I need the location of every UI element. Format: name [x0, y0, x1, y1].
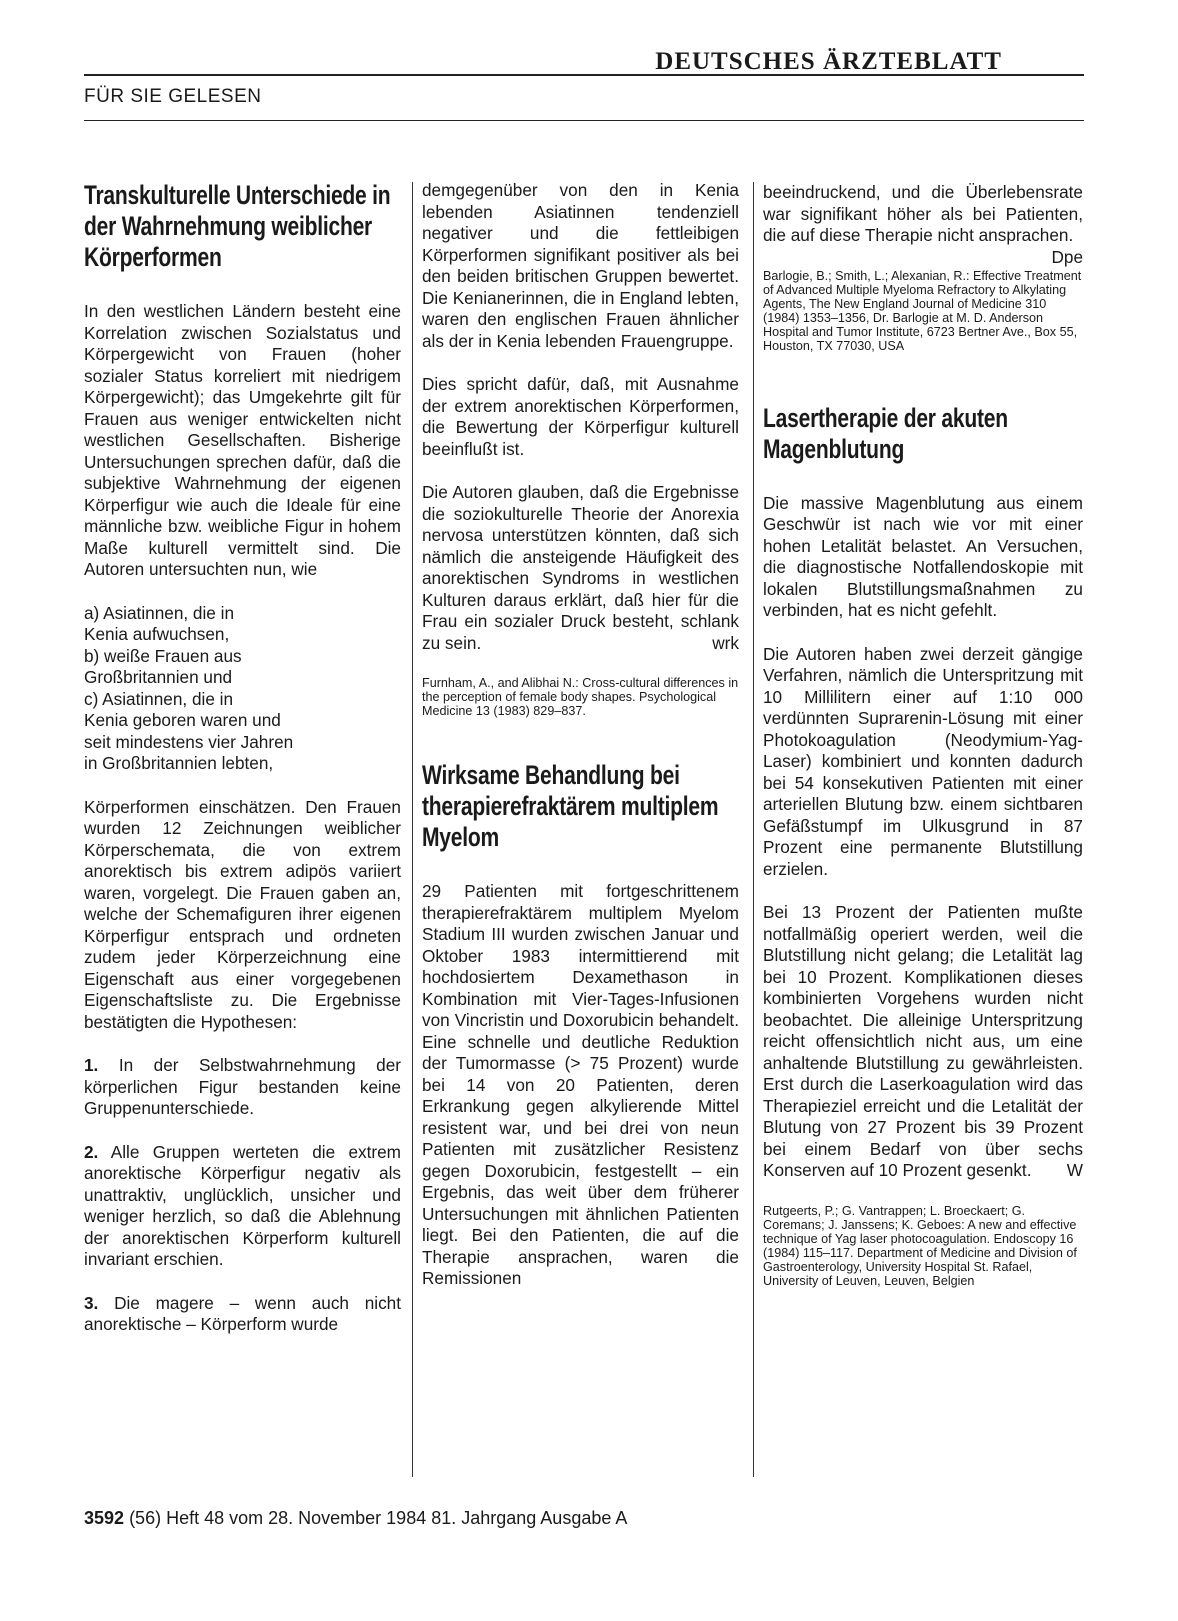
article2-reference: Barlogie, B.; Smith, L.; Alexanian, R.: Effective Treatment of Advanced Multiple Myeloma Refractory to Alkylating Agents, The New England Journal of Medicine 310 (1984) 1353–1356, Dr. Barlogie at M. D. Anderson Hospital and Tumor Institute, 6723 Bertner Ave., Box 55, Houston, TX 77030, USA [763, 268, 1082, 353]
list-item: b) weiße Frauen aus [84, 645, 242, 666]
list-item: Kenia aufwuchsen, [84, 624, 230, 644]
article3-paragraph: Die massive Magenblutung aus einem Geschwür ist nach wie vor mit einer hohen Letalität belastet. An Versuchen, die diagnostische Notfallendoskopie mit lokalen Blutstillungsmaßnahmen zu verbinden, hat es nicht gefehlt. [763, 492, 1083, 620]
article2-paragraph [763, 182, 1083, 267]
article3-paragraph [763, 902, 1083, 1182]
article1-finding-2 [84, 1142, 401, 1271]
article2-title: Wirksame Behandlung bei therapierefraktärem multiplem Myelom [422, 760, 719, 852]
author-signature: wrk [712, 632, 739, 653]
page-footer [84, 1508, 627, 1529]
article1-finding-1 [84, 1055, 401, 1120]
article1-paragraph [422, 482, 739, 654]
finding-number: 2. [84, 1141, 99, 1162]
list-item: a) Asiatinnen, die in [84, 602, 235, 623]
article1-paragraph: demgegenüber von den in Kenia lebenden Asiatinnen tendenziell negativer und die fettleibigen Körperformen signifikant positiver als bei den beiden britischen Gruppen bewertet. Die Kenianerinnen, die in England lebten, waren den englischen Frauen ähnlicher als der in Kenia lebenden Frauengruppe. [422, 180, 739, 351]
header-rule [84, 120, 1084, 121]
author-signature: Dpe [1051, 246, 1083, 267]
finding-number: 3. [84, 1292, 99, 1313]
paragraph-text: beeindruckend, und die Überlebensrate war signifikant höher als bei Patienten, die auf diese Therapie nicht ansprachen. [763, 182, 1083, 245]
list-item: in Großbritannien lebten, [84, 753, 274, 773]
page-number: 3592 [84, 1508, 125, 1528]
column-divider-2 [753, 182, 754, 1477]
section-label: FÜR SIE GELESEN [84, 86, 262, 107]
finding-text: Alle Gruppen werteten die extrem anorektische Körperfigur negativ als unattraktiv, unglücklich, unsicher und weniger herzlich, so daß die Ablehnung der anorektischen Körperform kulturell invariant erschien. [84, 1141, 401, 1269]
masthead [84, 48, 1084, 76]
masthead-title: DEUTSCHES ÄRZTEBLATT [655, 48, 1002, 75]
article1-reference: Furnham, A., and Alibhai N.: Cross-cultural differences in the perception of female body shapes. Psychological Medicine 13 (1983) 829–837. [422, 676, 739, 718]
column-3 [763, 182, 1083, 1310]
finding-text: Die magere – wenn auch nicht anorektische – Körperform wurde [84, 1292, 401, 1334]
article1-paragraph: Körperformen einschätzen. Den Frauen wurden 12 Zeichnungen weiblicher Körperschemata, die von extrem anorektisch bis extrem adipös variiert waren, vorgelegt. Die Frauen gaben an, welche der Schemafiguren ihrer eigenen Körperfigur entsprach und ordneten zudem jeder Körperzeichnung eine Eigenschaft aus einer vorgegebenen Eigenschaftsliste zu. Die Ergebnisse bestätigten die Hypothesen: [84, 796, 401, 1032]
article1-paragraph: Dies spricht dafür, daß, mit Ausnahme der extrem anorektischen Körperformen, die Bewertung der Körperfigur kulturell beeinflußt ist. [422, 374, 739, 459]
list-item: c) Asiatinnen, die in [84, 688, 234, 709]
author-signature: W [1066, 1160, 1083, 1180]
list-item: seit mindestens vier Jahren [84, 731, 294, 752]
issue-info: (56) Heft 48 vom 28. November 1984 81. Jahrgang Ausgabe A [129, 1508, 628, 1528]
article1-finding-3 [84, 1293, 401, 1336]
finding-text: In der Selbstwahrnehmung der körperlichen Figur bestanden keine Gruppenunterschiede. [84, 1055, 401, 1118]
list-item: Großbritannien und [84, 667, 233, 687]
article1-paragraph: In den westlichen Ländern besteht eine Korrelation zwischen Sozialstatus und Körpergewicht von Frauen (hoher sozialer Status korreliert mit niedrigem Körpergewicht); das Umgekehrte gilt für Frauen aus weniger entwickelten nicht westlichen Gesellschaften. Bisherige Untersuchungen sprechen dafür, daß die subjektive Wahrnehmung der eigenen Körperfigur wie auch die Ideale für eine männliche bzw. weibliche Figur in hohem Maße kulturell vermittelt sind. Die Autoren untersuchten nun, wie [84, 301, 401, 579]
article3-paragraph: Die Autoren haben zwei derzeit gängige Verfahren, nämlich die Unterspritzung mit 10 Millilitern einer auf 1:10 000 verdünnten Suprarenin-Lösung mit einer Photokoagulation (Neodymium-Yag-Laser) kombiniert und konnten dadurch bei 54 konsekutiven Patienten mit einer arteriellen Blutung bzw. einem sichtbaren Gefäßstumpf im Ulkusgrund in 87 Prozent eine permanente Blutstillung erzielen. [763, 643, 1083, 879]
column-divider-1 [412, 182, 413, 1477]
column-1 [84, 180, 401, 1358]
list-item: Kenia geboren waren und [84, 710, 281, 730]
article1-group-list [84, 603, 401, 775]
article2-paragraph: 29 Patienten mit fortgeschrittenem therapierefraktärem multiplem Myelom Stadium III wurden zwischen Januar und Oktober 1983 intermittierend mit hochdosiertem Dexamethason in Kombination mit Vier-Tages-Infusionen von Vincristin und Doxorubicin behandelt. Eine schnelle und deutliche Reduktion der Tumormasse (> 75 Prozent) wurde bei 14 von 20 Patienten, deren Erkrankung gegen alkylierende Mittel resistent war, und bei drei von neun Patienten mit zusätzlicher Resistenz gegen Doxorubicin, festgestellt – ein Ergebnis, das weit über dem früherer Untersuchungen mit ähnlichen Patienten liegt. Bei den Patienten, die auf die Therapie ansprachen, waren die Remissionen [422, 881, 739, 1288]
finding-number: 1. [84, 1055, 99, 1075]
article3-reference: Rutgeerts, P.; G. Vantrappen; L. Broeckaert; G. Coremans; J. Janssens; K. Geboes: A new and effective technique of Yag laser photocoagulation. Endoscopy 16 (1984) 115–117. Department of Medicine and Division of Gastroenterology, University Hospital St. Rafael, University of Leuven, Leuven, Belgien [763, 1203, 1077, 1288]
column-2 [422, 182, 739, 1312]
article3-title: Lasertherapie der akuten Magenblutung [763, 402, 1008, 464]
paragraph-text: Die Autoren glauben, daß die Ergebnisse die soziokulturelle Theorie der Anorexia nervosa unterstützen könnten, daß sich nämlich die ansteigende Häufigkeit des anorektischen Syndroms in westlichen Kulturen daraus erklärt, daß hier für die Frau ein sozialer Druck besteht, schlank zu sein. [422, 482, 739, 653]
article1-title: Transkulturelle Unterschiede in der Wahrnehmung weiblicher Körperformen [84, 180, 391, 272]
paragraph-text: Bei 13 Prozent der Patienten mußte notfallmäßig operiert werden, weil die Blutstillung nicht gelang; die Letalität lag bei 10 Prozent. Komplikationen dieses kombinierten Vorgehens wurden nicht beobachtet. Die alleinige Unterspritzung reicht offensichtlich nicht aus, um eine anhaltende Blutstillung zu gewährleisten. Erst durch die Laserkoagulation wird das Therapieziel erreicht und die Letalität der Blutung von 27 Prozent bis 39 Prozent bei einem Bedarf von über sechs Konserven auf 10 Prozent gesenkt. [763, 902, 1083, 1180]
